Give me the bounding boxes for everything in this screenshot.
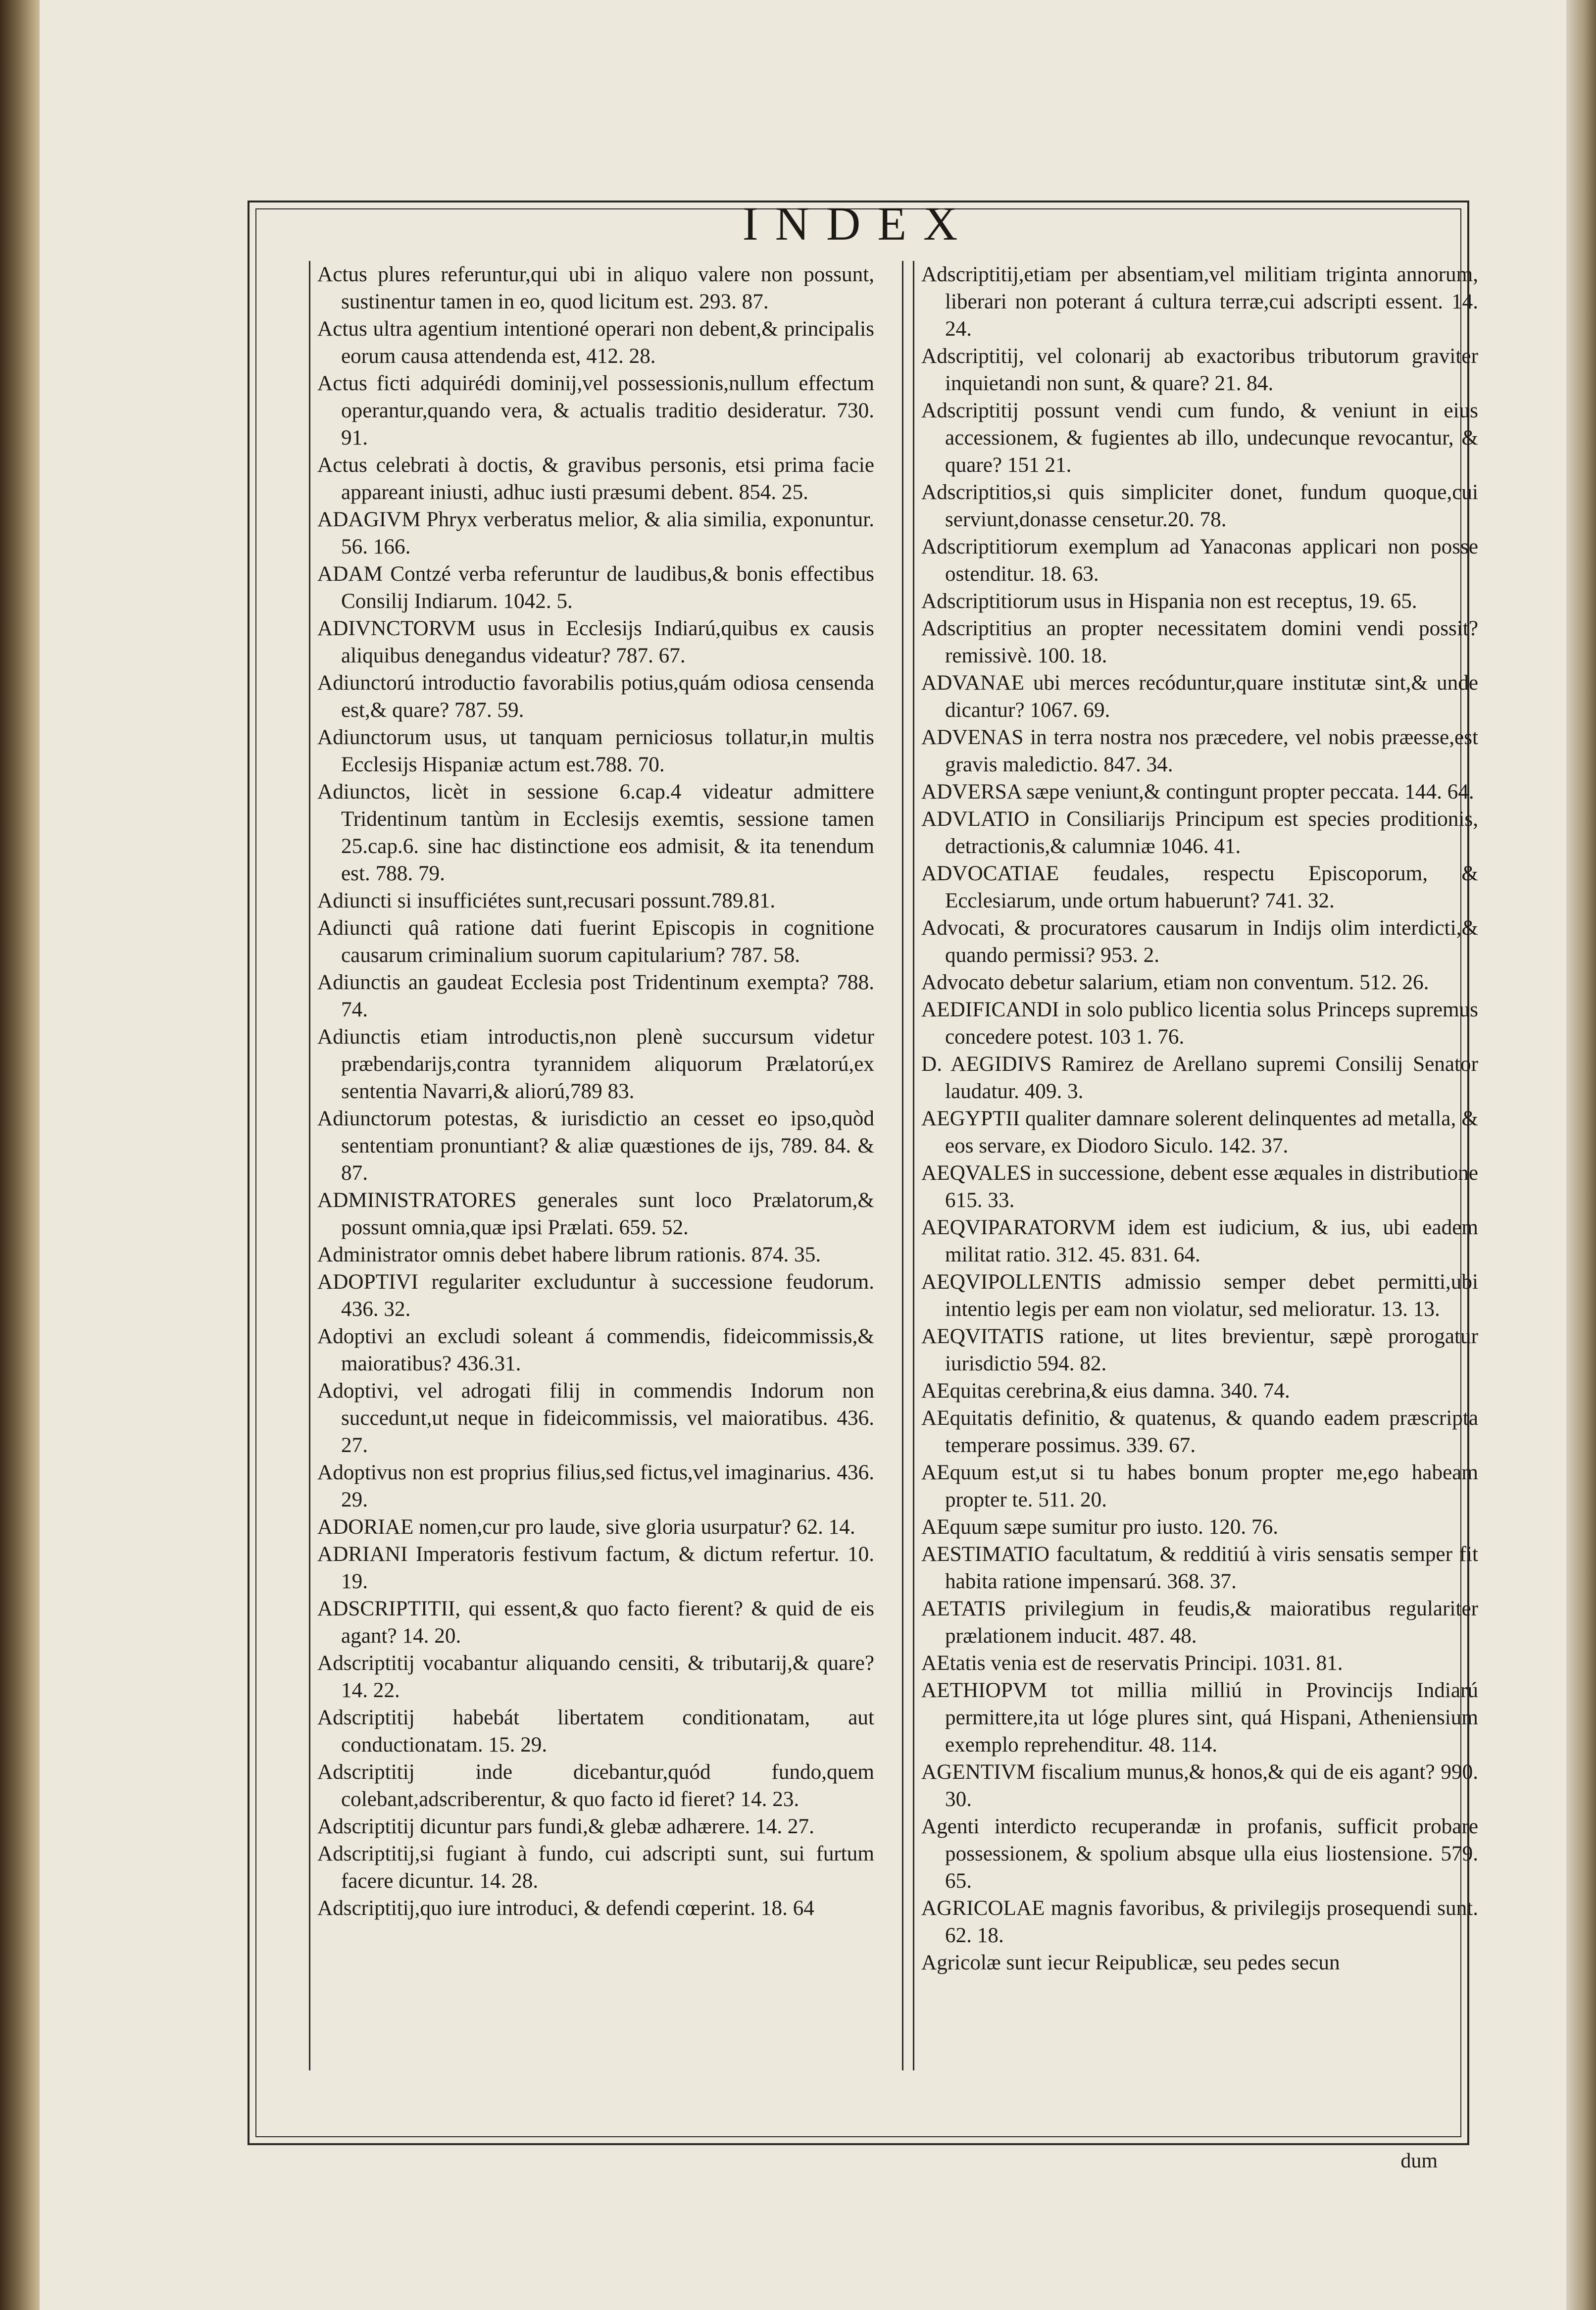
column-divider (902, 261, 903, 2070)
index-entry: AEQVALES in successione, debent esse æquales in distributione 615. 33. (921, 1161, 1478, 1212)
index-entry: AEGYPTII qualiter damnare solerent delinquentes ad metalla, & eos servare, ex Diodoro Siculo. 142. 37. (921, 1107, 1478, 1157)
index-entry: Adscriptitiorum usus in Hispania non est receptus, 19. 65. (921, 590, 1417, 613)
index-entry: ADRIANI Imperatoris festivum factum, & dictum refertur. 10. 19. (317, 1543, 874, 1593)
index-entry: D. AEGIDIVS Ramirez de Arellano supremi Consilij Senator laudatur. 409. 3. (921, 1053, 1478, 1103)
index-entry: Actus ficti adquirédi dominij,vel possessionis,nullum effectum operantur,quando vera, & actualis traditio desideratur. 730. 91. (317, 372, 874, 450)
index-entry: ADMINISTRATORES generales sunt loco Prælatorum,& possunt omnia,quæ ipsi Prælati. 659. 52. (317, 1189, 874, 1239)
index-entry: Adiunctis an gaudeat Ecclesia post Tridentinum exempta? 788. 74. (317, 971, 874, 1021)
index-entry: Adiunctis etiam introductis,non plenè succursum videtur præbendarijs,contra tyrannidem aliquorum Prælatorú,ex sententia Navarri,& aliorú,789 83. (317, 1025, 874, 1103)
index-entry: Adscriptitij,quo iure introduci, & defendi cœperint. 18. 64 (317, 1897, 814, 1920)
catchword: dum (1400, 2150, 1438, 2172)
index-entry: Agenti interdicto recuperandæ in profanis, sufficit probare possessionem, & spolium absque ulla eius liostensione. 579. 65. (921, 1815, 1478, 1893)
index-entry: Administrator omnis debet habere librum rationis. 874. 35. (317, 1243, 821, 1266)
index-entry: ADORIAE nomen,cur pro laude, sive gloria usurpatur? 62. 14. (317, 1515, 855, 1539)
index-entry: Adscriptitij, vel colonarij ab exactoribus tributorum graviter inquietandi non sunt, & quare? 21. 84. (921, 345, 1478, 395)
index-entry: AGRICOLAE magnis favoribus, & privilegijs prosequendi sunt. 62. 18. (921, 1897, 1478, 1947)
index-entry: ADOPTIVI regulariter excluduntur à successione feudorum. 436. 32. (317, 1270, 874, 1321)
index-entry: Actus ultra agentium intentioné operari non debent,& principalis eorum causa attendenda est, 412. 28. (317, 317, 874, 368)
index-entry: Adscriptitij habebát libertatem conditionatam, aut conductionatam. 15. 29. (317, 1706, 874, 1757)
index-entry: Adoptivi, vel adrogati filij in commendis Indorum non succedunt,ut neque in fideicommissis, vel maioratibus. 436. 27. (317, 1379, 874, 1457)
index-column-right (913, 261, 1478, 2070)
index-entry: AESTIMATIO facultatum, & redditiú à viris sensatis semper fit habita ratione impensarú. 368. 37. (921, 1543, 1478, 1593)
index-entry: AEquum est,ut si tu habes bonum propter me,ego habeam propter te. 511. 20. (921, 1461, 1478, 1511)
index-entry: Adscriptitij,etiam per absentiam,vel militiam triginta annorum, liberari non poterant á cultura terræ,cui adscripti essent. 14. 24. (921, 263, 1478, 341)
index-entry: Adscriptitij dicuntur pars fundi,& glebæ adhærere. 14. 27. (317, 1815, 814, 1838)
index-entry: Adscriptitiorum exemplum ad Yanaconas applicari non posse ostenditur. 18. 63. (921, 535, 1478, 586)
index-entry: Adiunctorum potestas, & iurisdictio an cesset eo ipso,quòd sententiam pronuntiant? & aliæ quæstiones de ijs, 789. 84. & 87. (317, 1107, 874, 1185)
index-entry: Adscriptitij inde dicebantur,quód fundo,quem colebant,adscriberentur, & quo facto id fieret? 14. 23. (317, 1760, 874, 1811)
index-entry: Advocati, & procuratores causarum in Indijs olim interdicti,& quando permissi? 953. 2. (921, 916, 1478, 967)
index-entry: ADAM Contzé verba referuntur de laudibus,& bonis effectibus Consilij Indiarum. 1042. 5. (317, 562, 874, 613)
index-entry: Adiunctos, licèt in sessione 6.cap.4 videatur admittere Tridentinum tantùm in Ecclesijs exemtis, sessione tamen 25.cap.6. sine hac distinctione eos admisit, & ita tenendum est. 788. 79. (317, 780, 874, 885)
index-entry: ADVOCATIAE feudales, respectu Episcoporum, & Ecclesiarum, unde ortum habuerunt? 741. 32. (921, 862, 1478, 912)
index-entry: AEDIFICANDI in solo publico licentia solus Princeps supremus concedere potest. 103 1. 76. (921, 998, 1478, 1049)
index-entry: Actus plures referuntur,qui ubi in aliquo valere non possunt, sustinentur tamen in eo, quod licitum est. 293. 87. (317, 263, 874, 313)
index-entry: Adoptivus non est proprius filius,sed fictus,vel imaginarius. 436. 29. (317, 1461, 874, 1511)
index-entry: Adiunctorú introductio favorabilis potius,quám odiosa censenda est,& quare? 787. 59. (317, 671, 874, 722)
index-entry: ADSCRIPTITII, qui essent,& quo facto fierent? & quid de eis agant? 14. 20. (317, 1597, 874, 1648)
index-entry: AETHIOPVM tot millia milliú in Provincijs Indiarú permittere,ita ut lóge plures sint, quá Hispani, Atheniensium exemplo reprehenditur. 48. 114. (921, 1679, 1478, 1757)
index-entry: AEquum sæpe sumitur pro iusto. 120. 76. (921, 1515, 1278, 1539)
index-entry: Adscriptitios,si quis simpliciter donet, fundum quoque,cui serviunt,donasse censetur.20. 78. (921, 481, 1478, 531)
index-entry: Adiunctorum usus, ut tanquam perniciosus tollatur,in multis Ecclesijs Hispaniæ actum est.788. 70. (317, 726, 874, 776)
index-entry: Adscriptitij vocabantur aliquando censiti, & tributarij,& quare? 14. 22. (317, 1652, 874, 1702)
index-entry: AGENTIVM fiscalium munus,& honos,& qui de eis agant? 990. 30. (921, 1760, 1478, 1811)
index-entry: Agricolæ sunt iecur Reipublicæ, seu pedes secun (921, 1951, 1340, 1974)
index-entry: AEtatis venia est de reservatis Principi. 1031. 81. (921, 1652, 1343, 1675)
page-edge-right (1566, 0, 1596, 2310)
index-entry: AEquitatis definitio, & quatenus, & quando eadem præscripta temperare possimus. 339. 67. (921, 1406, 1478, 1457)
index-entry: ADIVNCTORVM usus in Ecclesijs Indiarú,quibus ex causis aliquibus denegandus videatur? 787. 67. (317, 617, 874, 667)
index-entry: ADVENAS in terra nostra nos præcedere, vel nobis præesse,est gravis maledictio. 847. 34. (921, 726, 1478, 776)
book-page (40, 0, 1569, 2310)
index-entry: Adscriptitij,si fugiant à fundo, cui adscripti sunt, sui furtum facere dicuntur. 14. 28. (317, 1842, 874, 1893)
index-entry: ADVANAE ubi merces recóduntur,quare institutæ sint,& unde dicantur? 1067. 69. (921, 671, 1478, 722)
index-entry: ADAGIVM Phryx verberatus melior, & alia similia, exponuntur. 56. 166. (317, 508, 874, 558)
page-title: INDEX (742, 197, 975, 250)
index-entry: AEQVIPOLLENTIS admissio semper debet permitti,ubi intentio legis per eam non violatur, sed melioratur. 13. 13. (921, 1270, 1478, 1321)
page-frame (248, 197, 1478, 2172)
index-column-left (309, 261, 874, 2070)
index-entry: ADVERSA sæpe veniunt,& contingunt propter peccata. 144. 64. (921, 780, 1474, 803)
index-entry: Actus celebrati à doctis, & gravibus personis, etsi prima facie appareant iniusti, adhuc iusti præsumi debent. 854. 25. (317, 453, 874, 504)
index-entry: AETATIS privilegium in feudis,& maioratibus regulariter prælationem inducit. 487. 48. (921, 1597, 1478, 1648)
index-entry: ADVLATIO in Consiliarijs Principum est species proditionis, detractionis,& calumniæ 1046. 41. (921, 807, 1478, 858)
index-entry: AEquitas cerebrina,& eius damna. 340. 74. (921, 1379, 1290, 1403)
index-entry: Adoptivi an excludi soleant á commendis, fideicommissis,& maioratibus? 436.31. (317, 1325, 874, 1375)
index-entry: Advocato debetur salarium, etiam non conventum. 512. 26. (921, 971, 1429, 994)
index-entry: Adiuncti quâ ratione dati fuerint Episcopis in cognitione causarum criminalium suorum capitularium? 787. 58. (317, 916, 874, 967)
index-entry: AEQVIPARATORVM idem est iudicium, & ius, ubi eadem militat ratio. 312. 45. 831. 64. (921, 1216, 1478, 1266)
index-entry: Adiuncti si insufficiétes sunt,recusari possunt.789.81. (317, 889, 776, 912)
index-entry: Adscriptitij possunt vendi cum fundo, & veniunt in eius accessionem, & fugientes ab illo, undecunque revocantur, & quare? 151 21. (921, 399, 1478, 477)
book-spine-gutter (0, 0, 45, 2310)
index-entry: Adscriptitius an propter necessitatem domini vendi possit? remissivè. 100. 18. (921, 617, 1478, 667)
index-entry: AEQVITATIS ratione, ut lites brevientur, sæpè prorogatur iurisdictio 594. 82. (921, 1325, 1478, 1375)
